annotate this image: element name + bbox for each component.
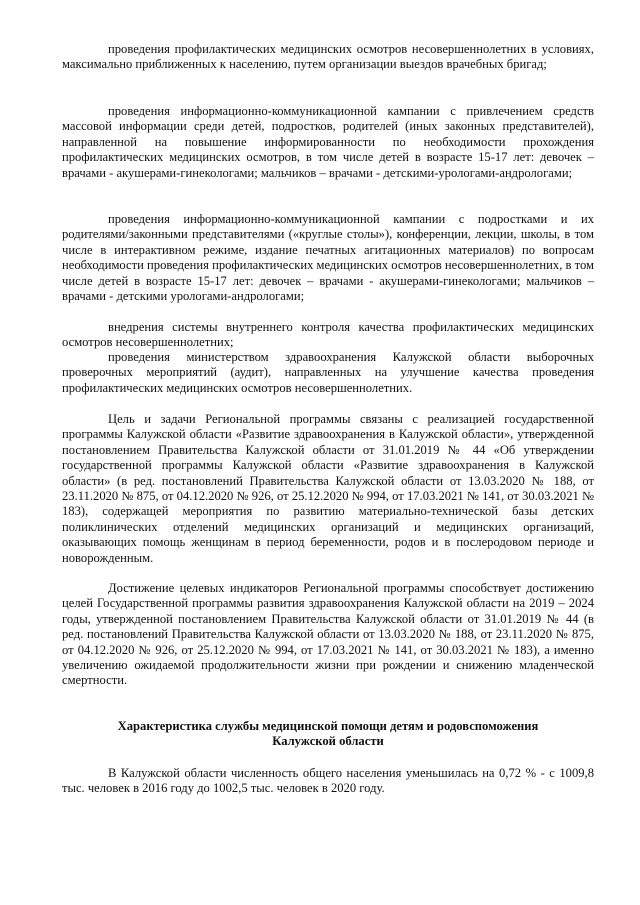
paragraph-target-indicators: Достижение целевых индикаторов Региональной программы способствует достижению целей Государственной программы развития здравоохранения Калужской области на 2019 – 2024 годы, утвержденной постановлением Правительства Калужской области от 31.01.2019 № 44 (в ред. постановлений Правительства Калужской области от 13.03.2020 № 188, от 23.11.2020 № 875, от 04.12.2020 № 926, от 25.12.2020 № 994, от 17.03.2021 № 141, от 30.03.2021 № 183), а именно увеличению ожидаемой продолжительности жизни при рождении и снижению младенческой смертности.	[62, 581, 594, 688]
paragraph-mobile-teams: проведения профилактических медицинских осмотров несовершеннолетних в условиях, максимально приближенных к населению, путем организации выездов врачебных бригад;	[62, 42, 594, 72]
paragraph-population: В Калужской области численность общего населения уменьшилась на 0,72 % - с 1009,8 тыс. человек в 2016 году до 1002,5 тыс. человек в 2020 году.	[62, 766, 594, 796]
paragraph-media-campaign: проведения информационно-коммуникационной кампании с привлечением средств массовой информации среди детей, подростков, родителей (иных законных представителей), направленной на повышение информированности по необходимости прохождения профилактических медицинских осмотров, в том числе детей в возрасте 15-17 лет: девочек – врачами - акушерами-гинекологами; мальчиков – врачами - детскими-урологами-андрологами;	[62, 104, 594, 180]
section-heading-line-1: Характеристика службы медицинской помощи детям и родовспоможения	[117, 719, 539, 733]
paragraph-audit: проведения министерством здравоохранения Калужской области выборочных проверочных мероприятий (аудит), направленных на улучшение качества проведения профилактических медицинских осмотров несовершеннолетних.	[62, 350, 594, 395]
paragraph-parents-campaign: проведения информационно-коммуникационной кампании с подростками и их родителями/законными представителями («круглые столы»), конференции, лекции, школы, в том числе в интерактивном режиме, издание печатных агитационных материалов) по вопросам необходимости проведения профилактических медицинских осмотров несовершеннолетних, в том числе детей в возрасте 15-17 лет: девочек – врачами - акушерами-гинекологами; мальчиков – врачами - детскими урологами-андрологами;	[62, 212, 594, 304]
paragraph-internal-control: внедрения системы внутреннего контроля качества профилактических медицинских осмотров несовершеннолетних;	[62, 320, 594, 350]
section-heading-line-2: Калужской области	[272, 734, 384, 749]
section-heading	[62, 719, 594, 750]
paragraph-program-goals: Цель и задачи Региональной программы связаны с реализацией государственной программы Калужской области «Развитие здравоохранения в Калужской области», утвержденной постановлением Правительства Калужской области от 31.01.2019 № 44 «Об утверждении государственной программы Калужской области «Развитие здравоохранения в Калужской области» (в ред. постановлений Правительства Калужской области от 13.03.2020 № 188, от 23.11.2020 № 875, от 04.12.2020 № 926, от 25.12.2020 № 994, от 17.03.2021 № 141, от 30.03.2021 № 183), содержащей мероприятия по развитию материально-технической базы детских поликлинических отделений медицинских организаций и медицинских организаций, оказывающих помощь женщинам в период беременности, родов и в послеродовом периоде и новорожденным.	[62, 412, 594, 565]
